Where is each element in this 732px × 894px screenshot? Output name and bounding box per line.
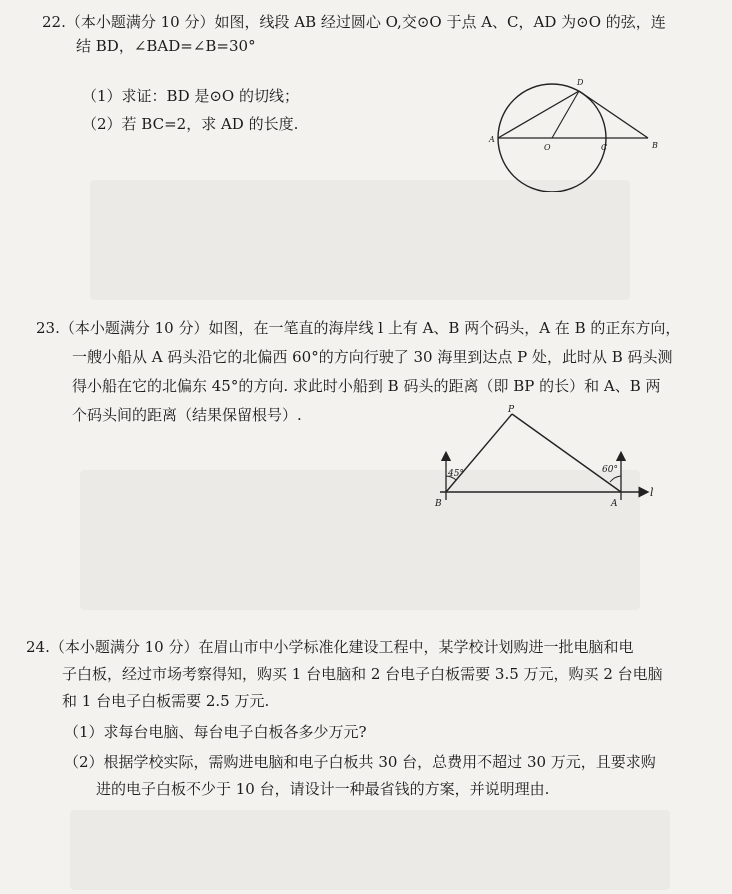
q22-stem-line2: 结 BD，∠BAD=∠B=30° bbox=[76, 37, 256, 55]
segment-bd bbox=[579, 91, 648, 138]
q22-part1: （1）求证：BD 是⊙O 的切线； bbox=[82, 87, 299, 105]
angle-arc-a bbox=[610, 476, 621, 482]
label-b: B bbox=[435, 499, 442, 509]
angle-label-60: 60° bbox=[602, 465, 618, 475]
q24-stem-line2: 子白板，经过市场考察得知，购买 1 台电脑和 2 台电子白板需要 3.5 万元，购买 2 台电脑 bbox=[62, 665, 663, 683]
segment-ap bbox=[512, 414, 621, 492]
q22-part2: （2）若 BC=2，求 AD 的长度. bbox=[82, 115, 299, 133]
chord-ad bbox=[498, 91, 579, 138]
bleed-through-area bbox=[90, 180, 630, 300]
label-b: B bbox=[652, 141, 658, 150]
label-c: C bbox=[601, 143, 608, 152]
q24-part2-line2: 进的电子白板不少于 10 台，请设计一种最省钱的方案，并说明理由. bbox=[96, 780, 550, 798]
radius-od bbox=[552, 91, 579, 138]
label-o: O bbox=[544, 143, 551, 152]
label-d: D bbox=[577, 78, 584, 87]
label-p: P bbox=[508, 405, 515, 415]
q23-stem-line2: 一艘小船从 A 码头沿它的北偏西 60°的方向行驶了 30 海里到达点 P 处，此时从 B 码头测 bbox=[72, 348, 673, 366]
label-l: l bbox=[650, 486, 654, 499]
angle-label-45: 45° bbox=[448, 469, 464, 479]
q23-coast-figure bbox=[432, 404, 672, 516]
label-a: A bbox=[489, 135, 495, 144]
q22-circle-figure bbox=[488, 72, 668, 192]
q23-stem-line1: 23.（本小题满分 10 分）如图，在一笔直的海岸线 l 上有 A、B 两个码头，A 在 B 的正东方向， bbox=[36, 319, 681, 337]
bleed-through-area bbox=[70, 810, 670, 890]
q23-stem-line4: 个码头间的距离（结果保留根号）. bbox=[72, 406, 302, 424]
q24-part2-line1: （2）根据学校实际，需购进电脑和电子白板共 30 台，总费用不超过 30 万元，且要求购 bbox=[64, 753, 656, 771]
label-a: A bbox=[611, 499, 618, 509]
q24-stem-line1: 24.（本小题满分 10 分）在眉山市中小学标准化建设工程中，某学校计划购进一批电脑和电 bbox=[26, 638, 634, 656]
q24-stem-line3: 和 1 台电子白板需要 2.5 万元. bbox=[62, 692, 270, 710]
q24-part1: （1）求每台电脑、每台电子白板各多少万元? bbox=[64, 723, 367, 741]
q23-stem-line3: 得小船在它的北偏东 45°的方向. 求此时小船到 B 码头的距离（即 BP 的长）和 A、B 两 bbox=[72, 377, 661, 395]
q22-stem-line1: 22.（本小题满分 10 分）如图，线段 AB 经过圆心 O,交⊙O 于点 A、C，AD 为⊙O 的弦，连 bbox=[42, 13, 666, 31]
segment-bp bbox=[446, 414, 512, 492]
